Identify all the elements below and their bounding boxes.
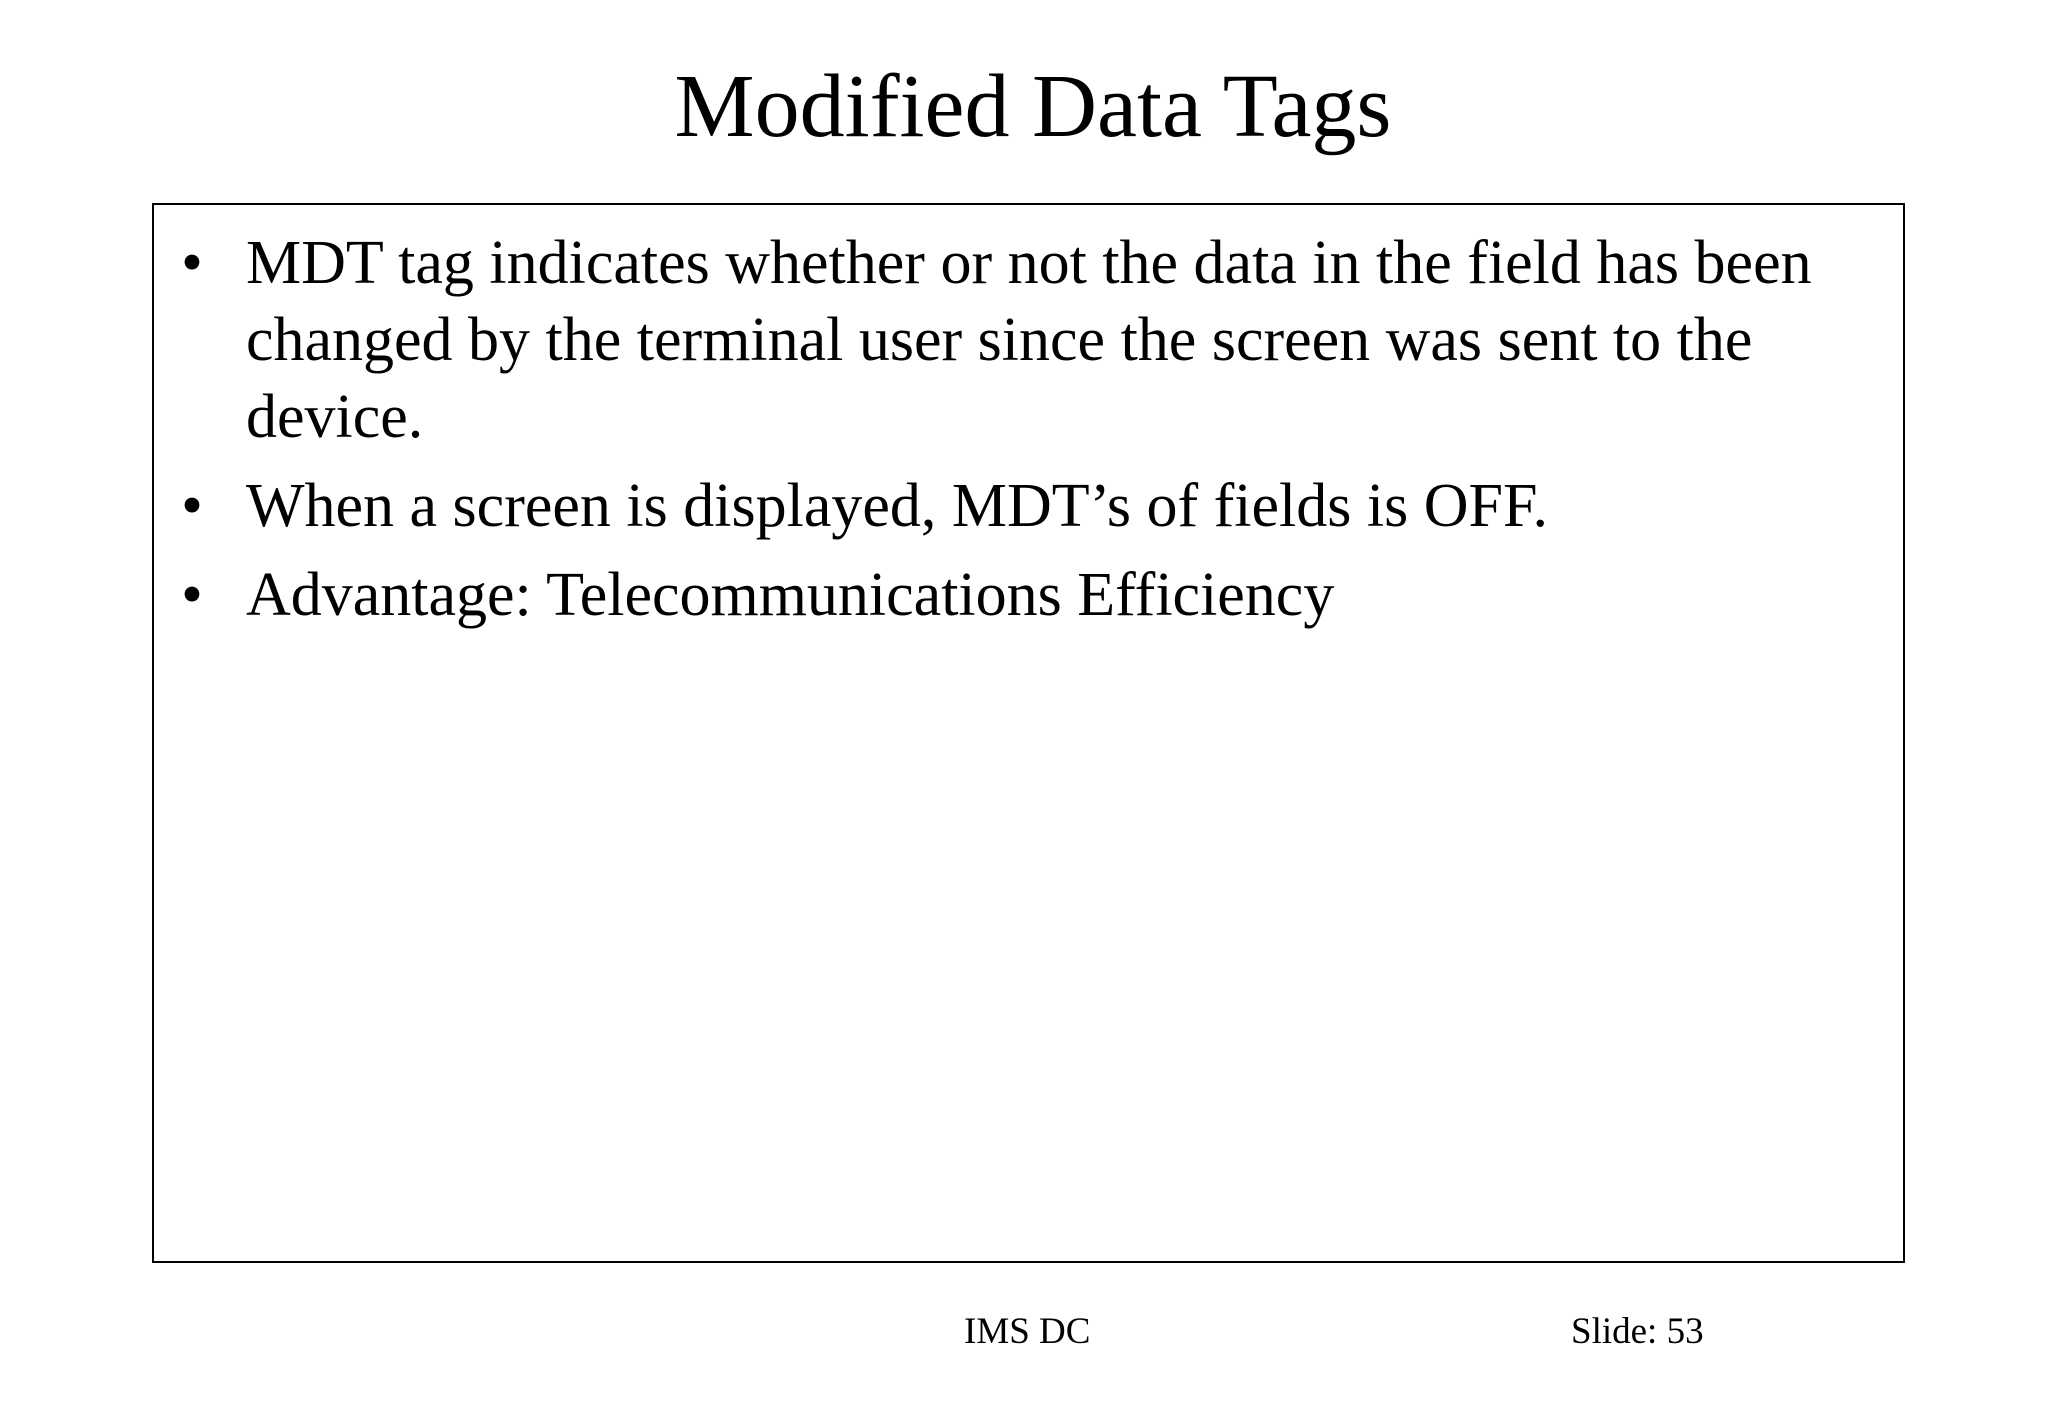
bullet-text: MDT tag indicates whether or not the data in the field has been changed by the terminal user since the screen was sent to the device. bbox=[246, 229, 1812, 451]
bullet-item bbox=[154, 225, 1903, 456]
bullet-dot-icon: • bbox=[181, 229, 203, 297]
slide-title: Modified Data Tags bbox=[674, 57, 1392, 156]
bullet-dot-icon: • bbox=[181, 472, 203, 540]
bullet-item bbox=[154, 468, 1903, 545]
footer-slide-number: Slide: 53 bbox=[1571, 1311, 1704, 1352]
footer-course-label: IMS DC bbox=[964, 1311, 1091, 1352]
bullet-text: Advantage: Telecommunications Efficiency bbox=[246, 561, 1335, 629]
bullet-text: When a screen is displayed, MDT’s of fields is OFF. bbox=[246, 472, 1548, 540]
bullet-item bbox=[154, 557, 1903, 634]
content-box bbox=[152, 203, 1905, 1263]
bullet-dot-icon: • bbox=[181, 561, 203, 629]
bullet-list bbox=[154, 225, 1903, 646]
